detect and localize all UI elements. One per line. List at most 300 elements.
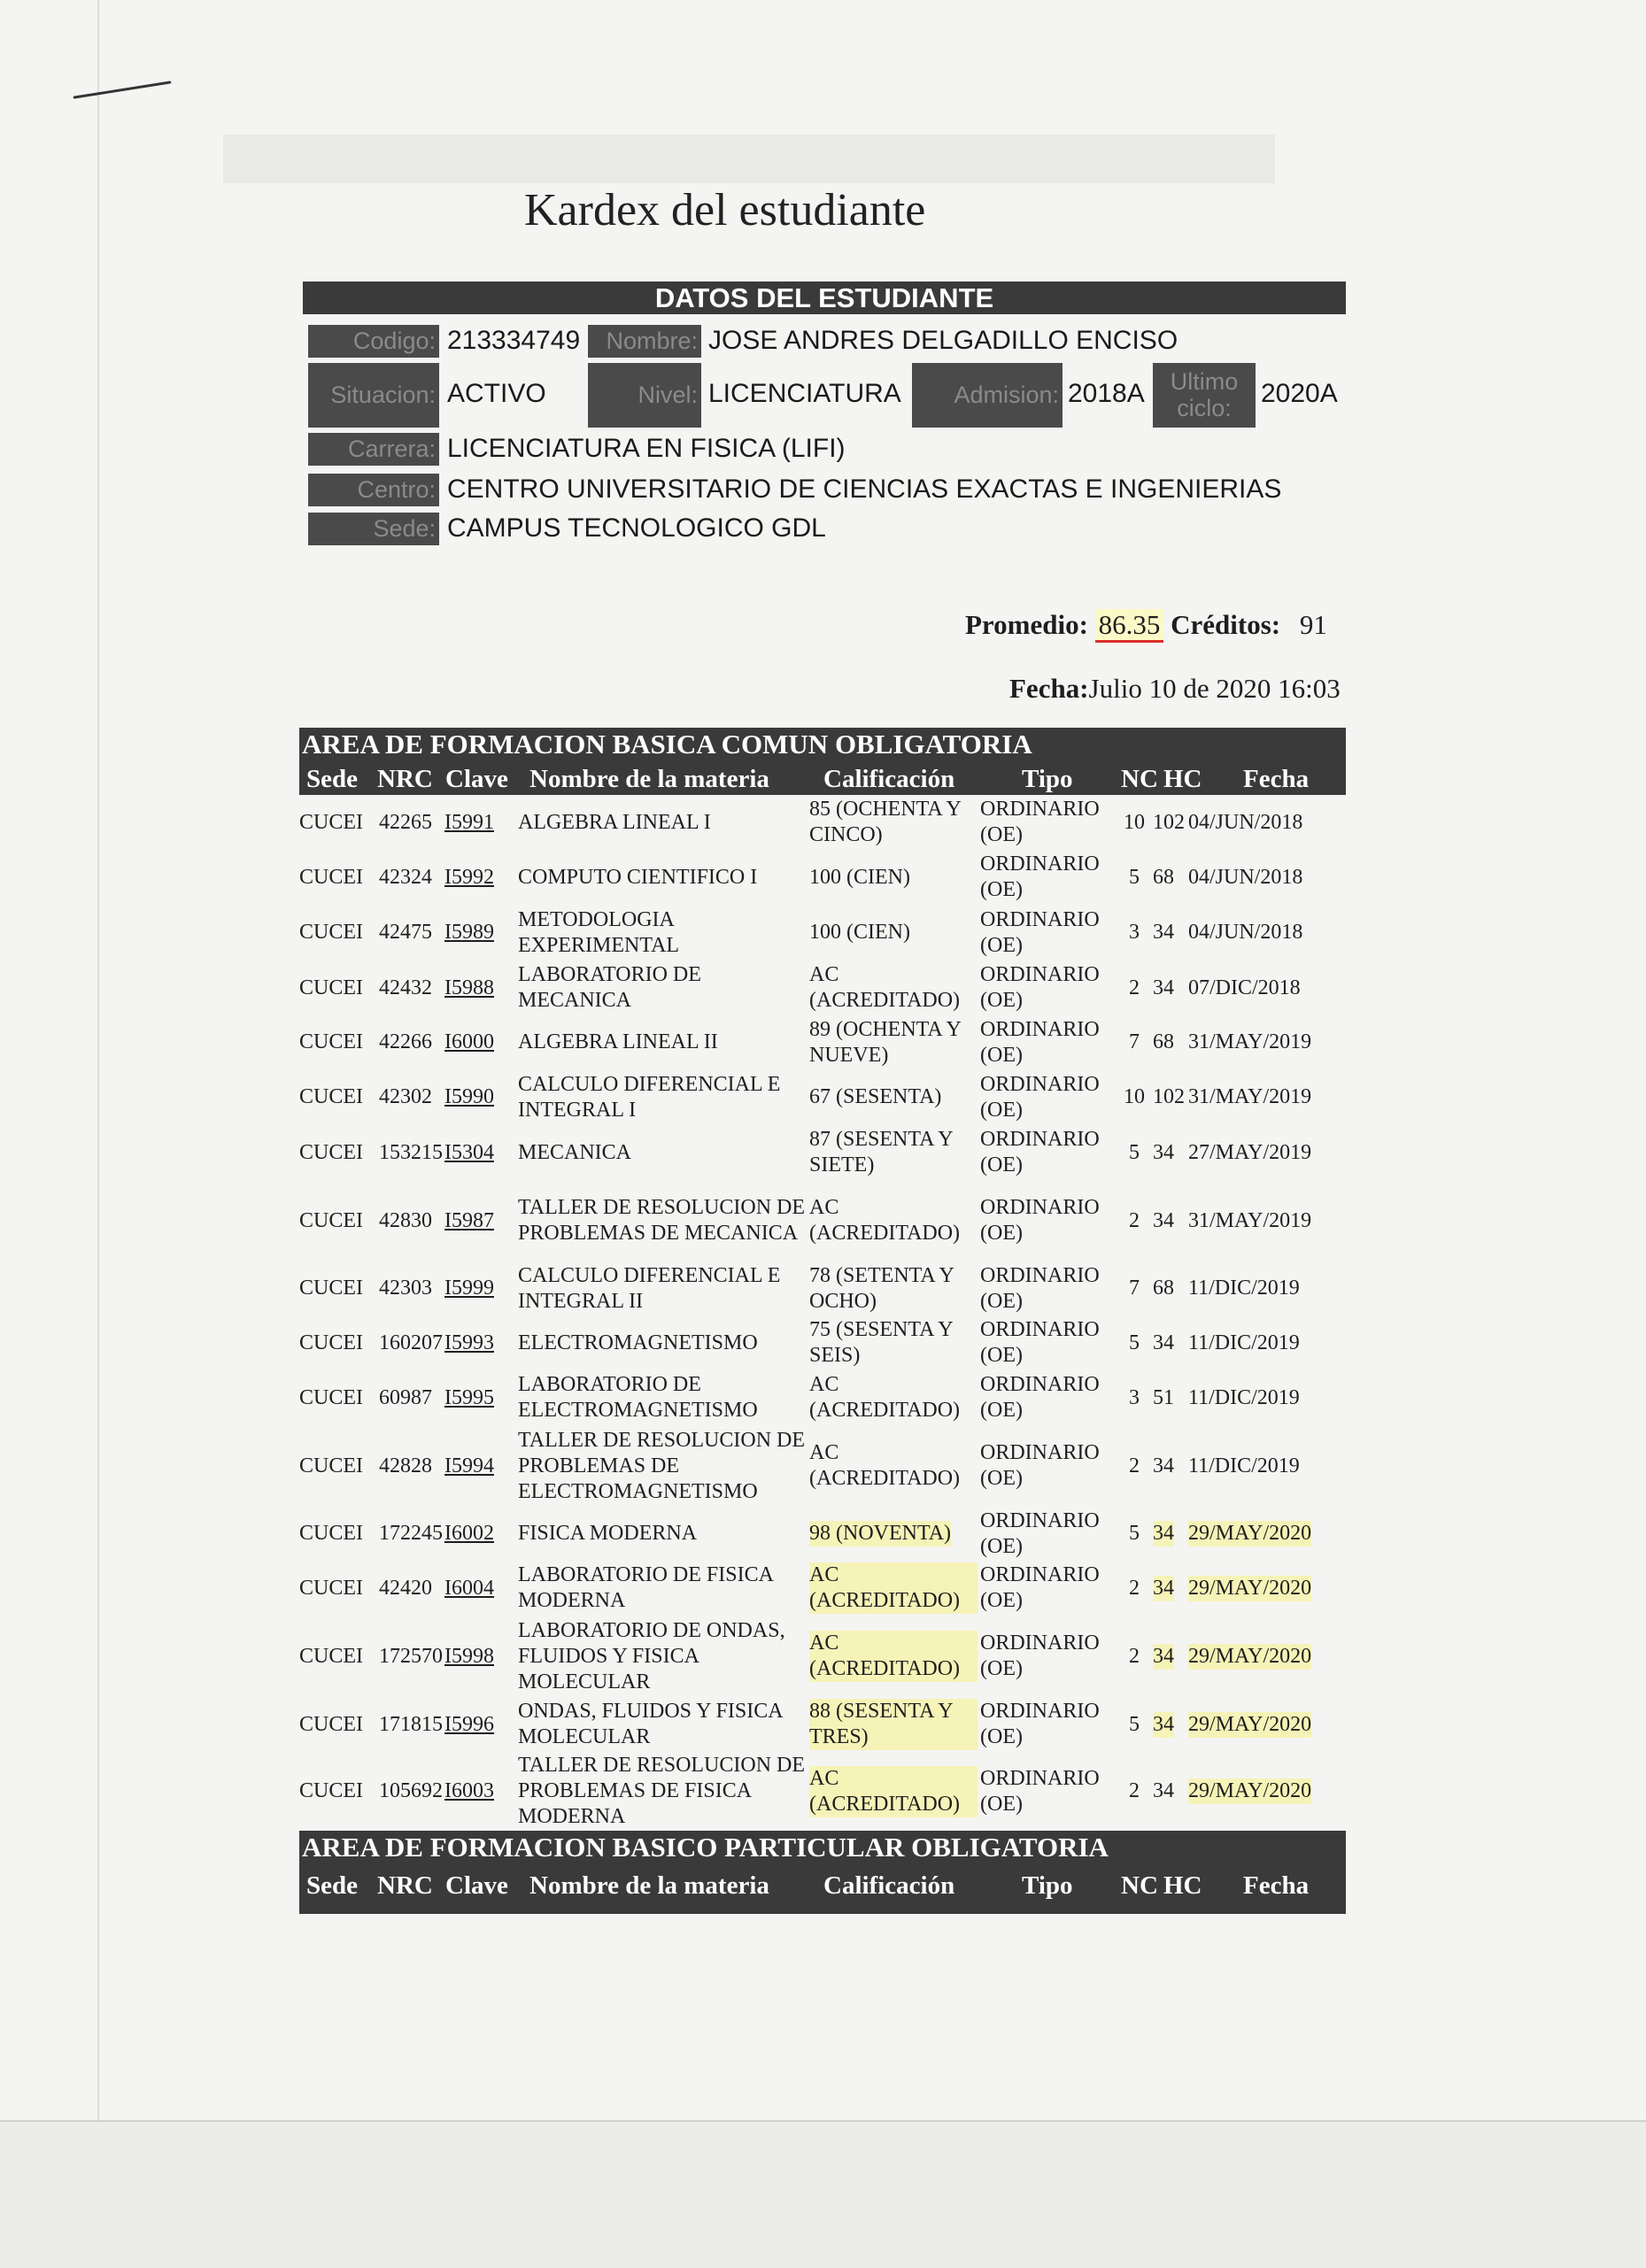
cell-nc (1123, 1561, 1146, 1616)
cell-nombre (518, 960, 815, 1015)
cell-tipo (980, 1507, 1113, 1561)
cell-sede-text: CUCEI (299, 1712, 363, 1736)
cell-clave (444, 1370, 499, 1425)
cell-calificacion (809, 1015, 978, 1069)
cell-nombre-text: ONDAS, FLUIDOS Y FISICA MOLECULAR (518, 1700, 783, 1748)
cell-clave (444, 1261, 499, 1315)
cell-nombre (518, 1370, 815, 1425)
cell-nc-text: 2 (1129, 1576, 1140, 1600)
col-clave: Clave (445, 1871, 508, 1900)
cell-sede-text: CUCEI (299, 810, 363, 834)
cell-nrc (379, 960, 446, 1015)
cell-nombre (518, 1752, 815, 1831)
cell-sede (299, 1015, 379, 1069)
summary-line (965, 609, 1327, 641)
cell-hc-text: 68 (1153, 1277, 1174, 1300)
cell-sede (299, 1125, 379, 1180)
label-ultimo-ciclo: Ultimo ciclo: (1153, 363, 1256, 428)
cell-tipo (980, 905, 1113, 960)
cell-fecha (1188, 1315, 1348, 1370)
cell-clave-text: I5989 (444, 921, 494, 944)
table-header-1 (299, 761, 1346, 795)
cell-nc (1123, 960, 1146, 1015)
value-nombre: JOSE ANDRES DELGADILLO ENCISO (708, 326, 1178, 355)
cell-clave-text: I5998 (444, 1644, 494, 1668)
table-row (299, 795, 1346, 850)
cell-nombre (518, 905, 815, 960)
cell-sede (299, 1261, 379, 1315)
table-row (299, 905, 1346, 960)
cell-nc-text: 2 (1129, 1779, 1140, 1802)
cell-sede-text: CUCEI (299, 1385, 363, 1409)
cell-nrc (379, 1315, 446, 1370)
cell-calificacion-text: 88 (SESENTA Y TRES) (809, 1699, 978, 1750)
cell-clave (444, 1752, 499, 1831)
cell-nrc (379, 905, 446, 960)
cell-fecha (1188, 1507, 1348, 1561)
cell-hc-text: 34 (1153, 1454, 1174, 1477)
cell-calificacion (809, 1180, 978, 1261)
cell-nombre-text: TALLER DE RESOLUCION DE PROBLEMAS DE MECANICA (518, 1196, 806, 1245)
cell-hc-text: 34 (1153, 1712, 1174, 1736)
cell-clave (444, 1697, 499, 1752)
cell-clave (444, 1616, 499, 1697)
cell-fecha-text: 11/DIC/2019 (1188, 1454, 1300, 1477)
cell-nc-text: 5 (1129, 1331, 1140, 1354)
cell-tipo (980, 1752, 1113, 1831)
cell-nc (1123, 905, 1146, 960)
cell-fecha-text: 11/DIC/2019 (1188, 1385, 1300, 1409)
cell-clave-text: I5994 (444, 1454, 494, 1477)
cell-nc (1123, 1616, 1146, 1697)
cell-nc-text: 5 (1129, 1522, 1140, 1545)
value-centro: CENTRO UNIVERSITARIO DE CIENCIAS EXACTAS E INGENIERIAS (447, 474, 1282, 504)
cell-tipo-text: ORDINARIO (OE) (980, 1263, 1100, 1313)
cell-calificacion-text: 98 (NOVENTA) (809, 1522, 952, 1545)
cell-tipo (980, 1697, 1113, 1752)
cell-nrc-text: 42475 (379, 921, 432, 944)
cell-sede (299, 1561, 379, 1616)
table-header-2 (299, 1864, 1346, 1914)
cell-fecha-text: 29/MAY/2020 (1188, 1576, 1312, 1600)
cell-calificacion (809, 1069, 978, 1125)
label-codigo: Codigo: (308, 325, 439, 358)
table-row (299, 1180, 1346, 1261)
cell-tipo-text: ORDINARIO (OE) (980, 1373, 1100, 1422)
cell-tipo-text: ORDINARIO (OE) (980, 963, 1100, 1012)
cell-fecha (1188, 1015, 1348, 1069)
page-edge-line (97, 0, 99, 2120)
cell-clave (444, 850, 499, 905)
cell-calificacion-text: 100 (CIEN) (809, 921, 910, 944)
cell-clave-text: I5992 (444, 865, 494, 889)
cell-tipo-text: ORDINARIO (OE) (980, 1196, 1100, 1245)
cell-fecha-text: 31/MAY/2019 (1188, 1030, 1312, 1053)
cell-nc-text: 2 (1129, 1208, 1140, 1232)
cell-nc (1123, 1315, 1146, 1370)
cell-calificacion-text: 85 (OCHENTA Y CINCO) (809, 798, 961, 846)
cell-clave-text: I6003 (444, 1779, 494, 1802)
cell-sede-text: CUCEI (299, 1331, 363, 1354)
cell-calificacion-text: 89 (OCHENTA Y NUEVE) (809, 1017, 961, 1067)
cell-sede-text: CUCEI (299, 1277, 363, 1300)
cell-nc (1123, 795, 1146, 850)
cell-clave (444, 960, 499, 1015)
area-title-basico-particular: AREA DE FORMACION BASICO PARTICULAR OBLIGATORIA (299, 1831, 1346, 1864)
cell-nombre-text: METODOLOGIA EXPERIMENTAL (518, 907, 680, 957)
cell-calificacion-text: AC (ACREDITADO) (809, 963, 961, 1012)
cell-fecha (1188, 1125, 1348, 1180)
cell-clave-text: I5304 (444, 1140, 494, 1164)
cell-fecha-text: 11/DIC/2019 (1188, 1331, 1300, 1354)
cell-tipo (980, 1561, 1113, 1616)
cell-clave (444, 1069, 499, 1125)
value-sede: CAMPUS TECNOLOGICO GDL (447, 513, 826, 543)
cell-nrc-text: 60987 (379, 1385, 432, 1409)
cell-hc-text: 34 (1153, 921, 1174, 944)
cell-nrc (379, 850, 446, 905)
cell-nc (1123, 1069, 1146, 1125)
cell-hc-text: 34 (1153, 976, 1174, 999)
cell-sede (299, 1697, 379, 1752)
cell-nrc (379, 1425, 446, 1507)
cell-fecha (1188, 1425, 1348, 1507)
cell-nc (1123, 850, 1146, 905)
cell-calificacion-text: AC (ACREDITADO) (809, 1766, 978, 1817)
cell-nombre-text: ELECTROMAGNETISMO (518, 1331, 758, 1354)
col-calificacion: Calificación (823, 765, 955, 793)
cell-hc-text: 34 (1153, 1331, 1174, 1354)
cell-nc (1123, 1015, 1146, 1069)
cell-nc (1123, 1261, 1146, 1315)
cell-tipo (980, 1616, 1113, 1697)
cell-sede-text: CUCEI (299, 1644, 363, 1668)
cell-fecha-text: 29/MAY/2020 (1188, 1712, 1312, 1736)
cell-nombre (518, 1315, 815, 1370)
cell-nc-text: 3 (1129, 1385, 1140, 1409)
cell-clave (444, 1561, 499, 1616)
cell-hc-text: 102 (1153, 810, 1185, 834)
cell-tipo (980, 960, 1113, 1015)
cell-calificacion (809, 1315, 978, 1370)
cell-sede-text: CUCEI (299, 921, 363, 944)
cell-nc-text: 5 (1129, 1712, 1140, 1736)
table-row (299, 1697, 1346, 1752)
cell-sede-text: CUCEI (299, 1030, 363, 1053)
cell-tipo (980, 795, 1113, 850)
cell-fecha (1188, 1697, 1348, 1752)
cell-nrc (379, 1561, 446, 1616)
col-fecha: Fecha (1243, 1871, 1310, 1900)
cell-tipo-text: ORDINARIO (OE) (980, 1508, 1100, 1558)
cell-fecha-text: 29/MAY/2020 (1188, 1522, 1312, 1545)
cell-clave-text: I6004 (444, 1576, 494, 1600)
promedio-value: 86.35 (1095, 609, 1164, 643)
cell-calificacion (809, 1616, 978, 1697)
cell-nombre (518, 1697, 815, 1752)
cell-sede-text: CUCEI (299, 1522, 363, 1545)
cell-tipo-text: ORDINARIO (OE) (980, 907, 1100, 957)
cell-fecha-text: 31/MAY/2019 (1188, 1208, 1312, 1232)
cell-fecha (1188, 1370, 1348, 1425)
col-clave: Clave (445, 765, 508, 793)
cell-nrc (379, 1069, 446, 1125)
cell-fecha-text: 11/DIC/2019 (1188, 1277, 1300, 1300)
cell-calificacion (809, 1370, 978, 1425)
cell-hc-text: 34 (1153, 1576, 1174, 1600)
cell-clave-text: I5988 (444, 976, 494, 999)
cell-nrc-text: 171815 (379, 1712, 443, 1736)
col-tipo: Tipo (1022, 1871, 1073, 1900)
cell-tipo (980, 1015, 1113, 1069)
cell-nrc (379, 1125, 446, 1180)
cell-clave-text: I5993 (444, 1331, 494, 1354)
cell-sede (299, 960, 379, 1015)
cell-nombre-text: FISICA MODERNA (518, 1522, 698, 1545)
cell-fecha (1188, 795, 1348, 850)
cell-nrc-text: 42302 (379, 1085, 432, 1108)
cell-nombre (518, 795, 815, 850)
label-situacion: Situacion: (308, 363, 439, 428)
cell-sede (299, 905, 379, 960)
cell-nombre-text: COMPUTO CIENTIFICO I (518, 865, 758, 889)
cell-fecha (1188, 1752, 1348, 1831)
cell-clave-text: I5991 (444, 810, 494, 834)
cell-sede (299, 1069, 379, 1125)
cell-nombre (518, 1125, 815, 1180)
table-row (299, 1425, 1346, 1507)
cell-nc-text: 10 (1124, 1085, 1145, 1108)
cell-nrc-text: 42432 (379, 976, 432, 999)
cell-clave (444, 905, 499, 960)
cell-calificacion (809, 1697, 978, 1752)
fecha-label: Fecha: (1009, 673, 1089, 704)
cell-clave (444, 1425, 499, 1507)
area-title-basica-comun: AREA DE FORMACION BASICA COMUN OBLIGATORIA (299, 728, 1346, 761)
cell-nrc-text: 172570 (379, 1644, 443, 1668)
cell-hc-text: 34 (1153, 1522, 1174, 1545)
cell-sede (299, 1180, 379, 1261)
cell-calificacion-text: AC (ACREDITADO) (809, 1196, 961, 1245)
cell-fecha (1188, 1561, 1348, 1616)
cell-hc-text: 34 (1153, 1140, 1174, 1164)
cell-sede (299, 1616, 379, 1697)
cell-nrc-text: 42324 (379, 865, 432, 889)
cell-nc-text: 7 (1129, 1277, 1140, 1300)
cell-nrc (379, 795, 446, 850)
cell-sede-text: CUCEI (299, 1208, 363, 1232)
cell-fecha-text: 31/MAY/2019 (1188, 1085, 1312, 1108)
cell-calificacion-text: 78 (SETENTA Y OCHO) (809, 1263, 954, 1313)
cell-nrc-text: 160207 (379, 1331, 443, 1354)
cell-nrc (379, 1752, 446, 1831)
cell-nrc-text: 42265 (379, 810, 432, 834)
table-row (299, 1616, 1346, 1697)
value-nivel: LICENCIATURA (708, 379, 901, 408)
col-nc: NC (1121, 765, 1158, 793)
col-tipo: Tipo (1022, 765, 1073, 793)
cell-nombre (518, 1069, 815, 1125)
cell-nombre (518, 850, 815, 905)
cell-hc-text: 68 (1153, 1030, 1174, 1053)
cell-calificacion (809, 850, 978, 905)
table-row (299, 1261, 1346, 1315)
cell-nc (1123, 1180, 1146, 1261)
cell-calificacion-text: AC (ACREDITADO) (809, 1562, 978, 1614)
cell-clave-text: I5996 (444, 1712, 494, 1736)
cell-calificacion (809, 1507, 978, 1561)
cell-nc (1123, 1507, 1146, 1561)
cell-nc (1123, 1425, 1146, 1507)
cell-nrc-text: 42828 (379, 1454, 432, 1477)
cell-tipo-text: ORDINARIO (OE) (980, 1632, 1100, 1680)
cell-nombre-text: CALCULO DIFERENCIAL E INTEGRAL II (518, 1263, 781, 1313)
cell-tipo-text: ORDINARIO (OE) (980, 798, 1100, 846)
cell-nrc-text: 42266 (379, 1030, 432, 1053)
cell-tipo (980, 1315, 1113, 1370)
cell-nombre-text: ALGEBRA LINEAL I (518, 810, 711, 834)
promedio-label: Promedio: (965, 609, 1088, 640)
cell-fecha (1188, 1261, 1348, 1315)
cell-sede (299, 1315, 379, 1370)
cell-nc (1123, 1370, 1146, 1425)
cell-nrc-text: 105692 (379, 1779, 443, 1802)
label-nivel: Nivel: (588, 363, 701, 428)
cell-tipo-text: ORDINARIO (OE) (980, 1072, 1100, 1122)
col-nombre: Nombre de la materia (529, 765, 769, 793)
cell-calificacion (809, 1561, 978, 1616)
cell-nc (1123, 1125, 1146, 1180)
cell-nombre-text: LABORATORIO DE FISICA MODERNA (518, 1563, 773, 1612)
value-admision: 2018A (1068, 379, 1145, 408)
label-centro: Centro: (308, 474, 439, 506)
cell-nombre (518, 1015, 815, 1069)
cell-nrc (379, 1507, 446, 1561)
cell-hc-text: 102 (1153, 1085, 1185, 1108)
cell-sede (299, 795, 379, 850)
cell-nc-text: 7 (1129, 1030, 1140, 1053)
cell-nombre-text: LABORATORIO DE ELECTROMAGNETISMO (518, 1373, 758, 1422)
cell-tipo-text: ORDINARIO (OE) (980, 1563, 1100, 1612)
cell-tipo (980, 1425, 1113, 1507)
cell-fecha-text: 04/JUN/2018 (1188, 921, 1303, 944)
cell-clave-text: I6002 (444, 1522, 494, 1545)
cell-clave (444, 1125, 499, 1180)
cell-fecha-text: 29/MAY/2020 (1188, 1779, 1312, 1802)
cell-sede-text: CUCEI (299, 1454, 363, 1477)
creditos-label: Créditos: (1171, 609, 1281, 640)
cell-clave-text: I5999 (444, 1277, 494, 1300)
cell-nc-text: 2 (1129, 1644, 1140, 1668)
cell-clave (444, 1015, 499, 1069)
cell-clave-text: I6000 (444, 1030, 494, 1053)
cell-nombre-text: ALGEBRA LINEAL II (518, 1030, 718, 1053)
cell-calificacion (809, 1125, 978, 1180)
col-nc: NC (1121, 1871, 1158, 1900)
cell-sede (299, 1425, 379, 1507)
col-fecha: Fecha (1243, 765, 1310, 793)
cell-clave-text: I5987 (444, 1208, 494, 1232)
col-nrc: NRC (377, 765, 433, 793)
cell-calificacion (809, 960, 978, 1015)
cell-calificacion (809, 905, 978, 960)
cell-tipo (980, 1069, 1113, 1125)
datos-header: DATOS DEL ESTUDIANTE (303, 282, 1346, 314)
label-carrera: Carrera: (308, 433, 439, 466)
label-sede: Sede: (308, 513, 439, 545)
cell-hc-text: 34 (1153, 1779, 1174, 1802)
value-carrera: LICENCIATURA EN FISICA (LIFI) (447, 434, 846, 463)
cell-nc-text: 3 (1129, 921, 1140, 944)
cell-hc-text: 34 (1153, 1208, 1174, 1232)
cell-nombre (518, 1180, 815, 1261)
cell-nrc-text: 42303 (379, 1277, 432, 1300)
cell-clave (444, 1180, 499, 1261)
cell-sede (299, 1507, 379, 1561)
cell-tipo-text: ORDINARIO (OE) (980, 1017, 1100, 1067)
table-row (299, 1370, 1346, 1425)
cell-nrc-text: 42830 (379, 1208, 432, 1232)
cell-sede-text: CUCEI (299, 865, 363, 889)
value-codigo: 213334749 (447, 326, 581, 355)
cell-sede (299, 1370, 379, 1425)
cell-fecha-text: 27/MAY/2019 (1188, 1140, 1312, 1164)
cell-calificacion-text: 87 (SESENTA Y SIETE) (809, 1128, 953, 1176)
cell-fecha (1188, 960, 1348, 1015)
cell-nombre-text: MECANICA (518, 1140, 632, 1164)
creditos-value: 91 (1299, 609, 1327, 640)
col-sede: Sede (306, 1871, 358, 1900)
cell-fecha-text: 04/JUN/2018 (1188, 865, 1303, 889)
cell-fecha (1188, 850, 1348, 905)
col-nrc: NRC (377, 1871, 433, 1900)
cell-calificacion (809, 1752, 978, 1831)
cell-fecha (1188, 1616, 1348, 1697)
pen-mark (73, 81, 171, 98)
cell-nombre-text: TALLER DE RESOLUCION DE PROBLEMAS DE FISICA MODERNA (518, 1754, 806, 1828)
cell-nrc (379, 1616, 446, 1697)
cell-nombre-text: CALCULO DIFERENCIAL E INTEGRAL I (518, 1072, 781, 1122)
cell-fecha (1188, 1180, 1348, 1261)
cell-nrc-text: 153215 (379, 1140, 443, 1164)
cell-tipo-text: ORDINARIO (OE) (980, 1318, 1100, 1367)
cell-nrc (379, 1370, 446, 1425)
cell-nombre-text: LABORATORIO DE ONDAS, FLUIDOS Y FISICA MOLECULAR (518, 1618, 785, 1693)
cell-tipo (980, 1261, 1113, 1315)
table-row (299, 1069, 1346, 1125)
label-admision: Admision: (912, 363, 1063, 428)
cell-calificacion (809, 1425, 978, 1507)
cell-clave (444, 795, 499, 850)
cell-nc-text: 5 (1129, 865, 1140, 889)
value-ultimo-ciclo: 2020A (1261, 379, 1338, 408)
col-hc: HC (1163, 1871, 1202, 1900)
cell-nrc-text: 42420 (379, 1576, 432, 1600)
cell-nombre-text: LABORATORIO DE MECANICA (518, 963, 701, 1012)
cell-hc-text: 51 (1153, 1385, 1174, 1409)
cell-fecha-text: 07/DIC/2018 (1188, 976, 1301, 999)
cell-sede-text: CUCEI (299, 1140, 363, 1164)
table-row (299, 1752, 1346, 1831)
cell-tipo-text: ORDINARIO (OE) (980, 852, 1100, 901)
cell-nrc (379, 1015, 446, 1069)
cell-nombre-text: TALLER DE RESOLUCION DE PROBLEMAS DE ELECTROMAGNETISMO (518, 1428, 806, 1503)
cell-nombre (518, 1507, 815, 1561)
cell-clave (444, 1507, 499, 1561)
cell-tipo (980, 1180, 1113, 1261)
cell-nc-text: 2 (1129, 1454, 1140, 1477)
label-nombre: Nombre: (588, 325, 701, 358)
